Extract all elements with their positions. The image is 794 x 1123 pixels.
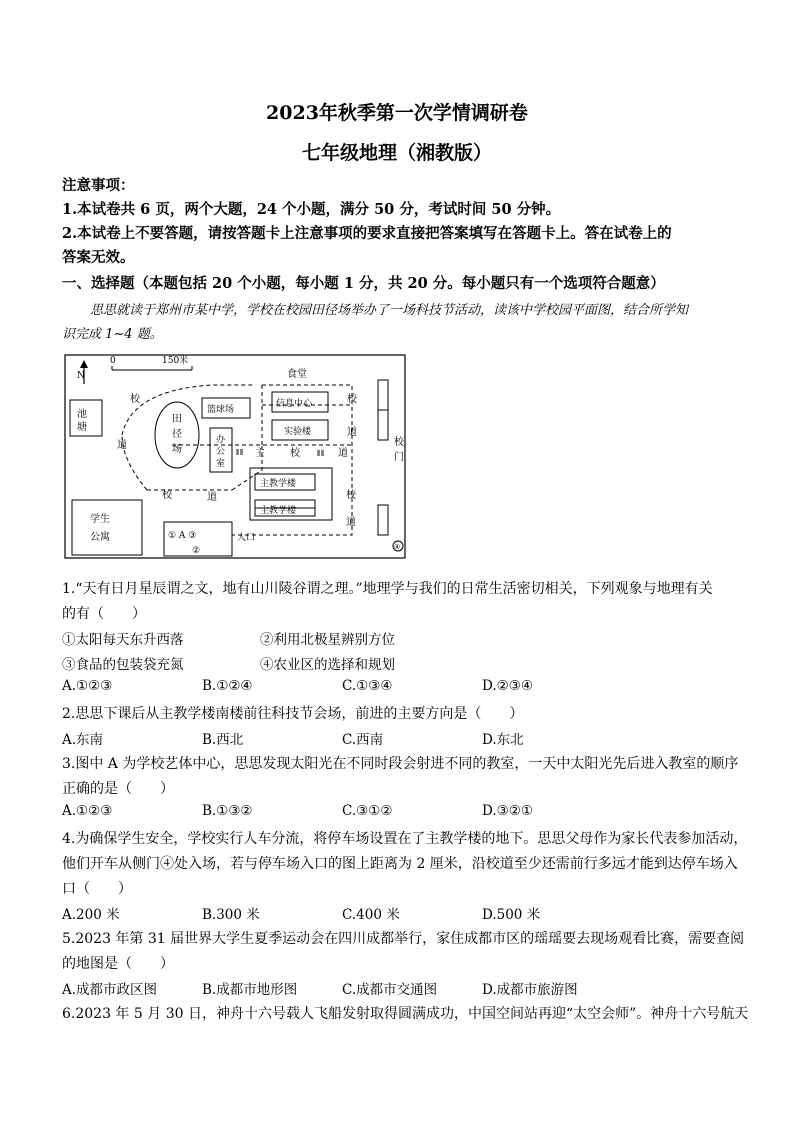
q1-statement-3: ③食品的包装袋充氮 xyxy=(62,657,184,673)
road-label-5: 校 xyxy=(347,394,357,405)
gate-pillar-3 xyxy=(378,505,388,535)
section-intro-line1: 思思就读于郑州市某中学，学校在校园田径场举办了一场科技节活动，读该中学校园平面图，结合所学知 xyxy=(90,303,689,318)
basketball-label: 篮球场 xyxy=(207,405,235,415)
main-road-char-1: 主 xyxy=(255,448,265,459)
office-char-2: 公 xyxy=(216,447,226,457)
q2-option-c: C.西南 xyxy=(342,732,384,748)
arts-center-classroom-2: ② xyxy=(192,546,201,556)
q1-option-d: D.②③④ xyxy=(482,678,533,694)
q4-option-c: C.400 米 xyxy=(342,907,400,923)
notes-item-1: 1.本试卷共 6 页，两个大题，24 个小题，满分 50 分，考试时间 50 分钟。 xyxy=(62,201,561,218)
road-label-6: 道 xyxy=(347,427,357,438)
campus-map xyxy=(62,350,412,565)
q1-option-c: C.①③④ xyxy=(342,678,393,694)
q5-stem-line1: 5.2023 年第 31 届世界大学生夏季运动会在四川成都举行，家住成都市区的瑶瑶要去现场观看比赛，需要查阅 xyxy=(62,931,745,947)
q2-option-b: B.西北 xyxy=(202,732,244,748)
lab-label: 实验楼 xyxy=(284,427,312,437)
q1-statement-1: ①太阳每天东升西落 xyxy=(62,632,184,648)
track-char-2: 径 xyxy=(172,429,182,440)
q4-stem-line3: 口（ ） xyxy=(62,881,132,897)
track-char-1: 田 xyxy=(172,414,182,425)
q1-statement-4: ④农业区的选择和规划 xyxy=(260,657,395,673)
section-heading: 一、选择题（本题包括 20 个小题，每小题 1 分，共 20 分。每小题只有一个选项符合题意） xyxy=(62,275,665,292)
q3-option-a: A.①②③ xyxy=(62,803,113,819)
dorm-label-2: 公寓 xyxy=(90,532,110,543)
road-label-3: 校 xyxy=(162,490,172,501)
q5-option-c: C.成都市交通图 xyxy=(342,982,438,998)
notes-item-2-line1: 2.本试卷上不要答题，请按答题卡上注意事项的要求直接把答案填写在答题卡上。答在试卷上的 xyxy=(62,225,672,242)
main-road-hatch-2: ⦀⦀ xyxy=(317,449,325,458)
q3-stem-line2: 正确的是（ ） xyxy=(62,781,174,797)
school-roads xyxy=(122,385,352,535)
q6-stem-line1: 6.2023 年 5 月 30 日，神舟十六号载人飞船发射取得圆满成功，中国空间站再迎“太空会师”。神舟十六号航天 xyxy=(62,1006,749,1022)
road-label-4: 道 xyxy=(207,492,217,503)
main-building-label-1: 主教学楼 xyxy=(260,479,297,489)
office-char-1: 办 xyxy=(216,435,226,445)
q2-option-a: A.东南 xyxy=(62,732,104,748)
notes-heading: 注意事项： xyxy=(62,177,135,194)
q5-option-b: B.成都市地形图 xyxy=(202,982,298,998)
notes-item-2-line2: 答案无效。 xyxy=(62,249,135,266)
q4-option-d: D.500 米 xyxy=(482,907,541,923)
north-label: N xyxy=(77,371,85,381)
q4-stem-line1: 4.为确保学生安全，学校实行人车分流，将停车场设置在了主教学楼的地下。思思父母作为家长代表参加活动， xyxy=(62,831,748,847)
q5-stem-line2: 的地图是（ ） xyxy=(62,956,174,972)
q1-stem-line2: 的有（ ） xyxy=(62,606,146,622)
q5-option-a: A.成都市政区图 xyxy=(62,982,158,998)
pond-label-1: 池 xyxy=(77,409,87,420)
info-center-label: 信息中心 xyxy=(276,399,313,409)
q3-option-c: C.③①② xyxy=(342,803,393,819)
q3-stem-line1: 3.图中 A 为学校艺体中心，思思发现太阳光在不同时段会射进不同的教室，一天中太阳光先后进入教室的顺序 xyxy=(62,756,739,772)
track-char-3: 场 xyxy=(172,444,182,455)
main-building-label-2: 主教学楼 xyxy=(260,506,297,516)
road-label-1: 校 xyxy=(130,394,140,405)
road-label-2: 道 xyxy=(117,440,127,451)
q4-stem-line2: 他们开车从侧门④处入场，若与停车场入口的图上距离为 2 厘米，沿校道至少还需前行多远才能到达停车场入 xyxy=(62,856,738,872)
q2-option-d: D.东北 xyxy=(482,732,524,748)
pond-label-2: 塘 xyxy=(77,422,87,433)
q2-stem-line1: 2.思思下课后从主教学楼南楼前往科技节会场，前进的主要方向是（ ） xyxy=(62,706,524,722)
scale-zero: 0 xyxy=(110,356,116,366)
main-road-char-2: 校 xyxy=(290,448,300,459)
q4-option-b: B.300 米 xyxy=(202,907,260,923)
arts-center-label: ① A ③ xyxy=(168,531,197,541)
scale-length: 150米 xyxy=(162,356,189,366)
q1-statement-2: ②利用北极星辨别方位 xyxy=(260,632,395,648)
main-road-hatch-1: ⦀⦀ xyxy=(236,448,244,457)
q4-option-a: A.200 米 xyxy=(62,907,120,923)
q3-option-d: D.③②① xyxy=(482,803,533,819)
page-subtitle: 七年级地理（湘教版） xyxy=(301,142,492,164)
q3-option-b: B.①③② xyxy=(202,803,253,819)
school-gate-char-2: 门 xyxy=(394,452,404,463)
road-label-8: 道 xyxy=(346,517,356,528)
q5-option-d: D.成都市旅游图 xyxy=(482,982,578,998)
page-title: 2023年秋季第一次学情调研卷 xyxy=(266,102,528,124)
section-intro-line2: 识完成 1~4 题。 xyxy=(62,327,163,342)
q1-option-b: B.①②④ xyxy=(202,678,253,694)
student-dorm xyxy=(72,500,142,555)
road-label-7: 校 xyxy=(346,490,356,501)
side-gate-4-label: ④ xyxy=(394,543,401,551)
q1-stem-line1: 1.“天有日月星辰谓之文，地有山川陵谷谓之理。”地理学与我们的日常生活密切相关，下列观象与地理有关 xyxy=(62,581,713,597)
gate-pillar-1 xyxy=(378,380,388,410)
school-gate-char-1: 校 xyxy=(394,437,404,448)
scale-bar xyxy=(112,366,192,370)
entrance-label: 人口 xyxy=(237,533,256,543)
gate-pillar-2 xyxy=(378,410,388,440)
dorm-label-1: 学生 xyxy=(90,514,110,525)
q1-option-a: A.①②③ xyxy=(62,678,113,694)
office-char-3: 室 xyxy=(216,459,226,469)
main-road-char-3: 道 xyxy=(338,448,348,459)
canteen-label: 食堂 xyxy=(287,369,307,380)
